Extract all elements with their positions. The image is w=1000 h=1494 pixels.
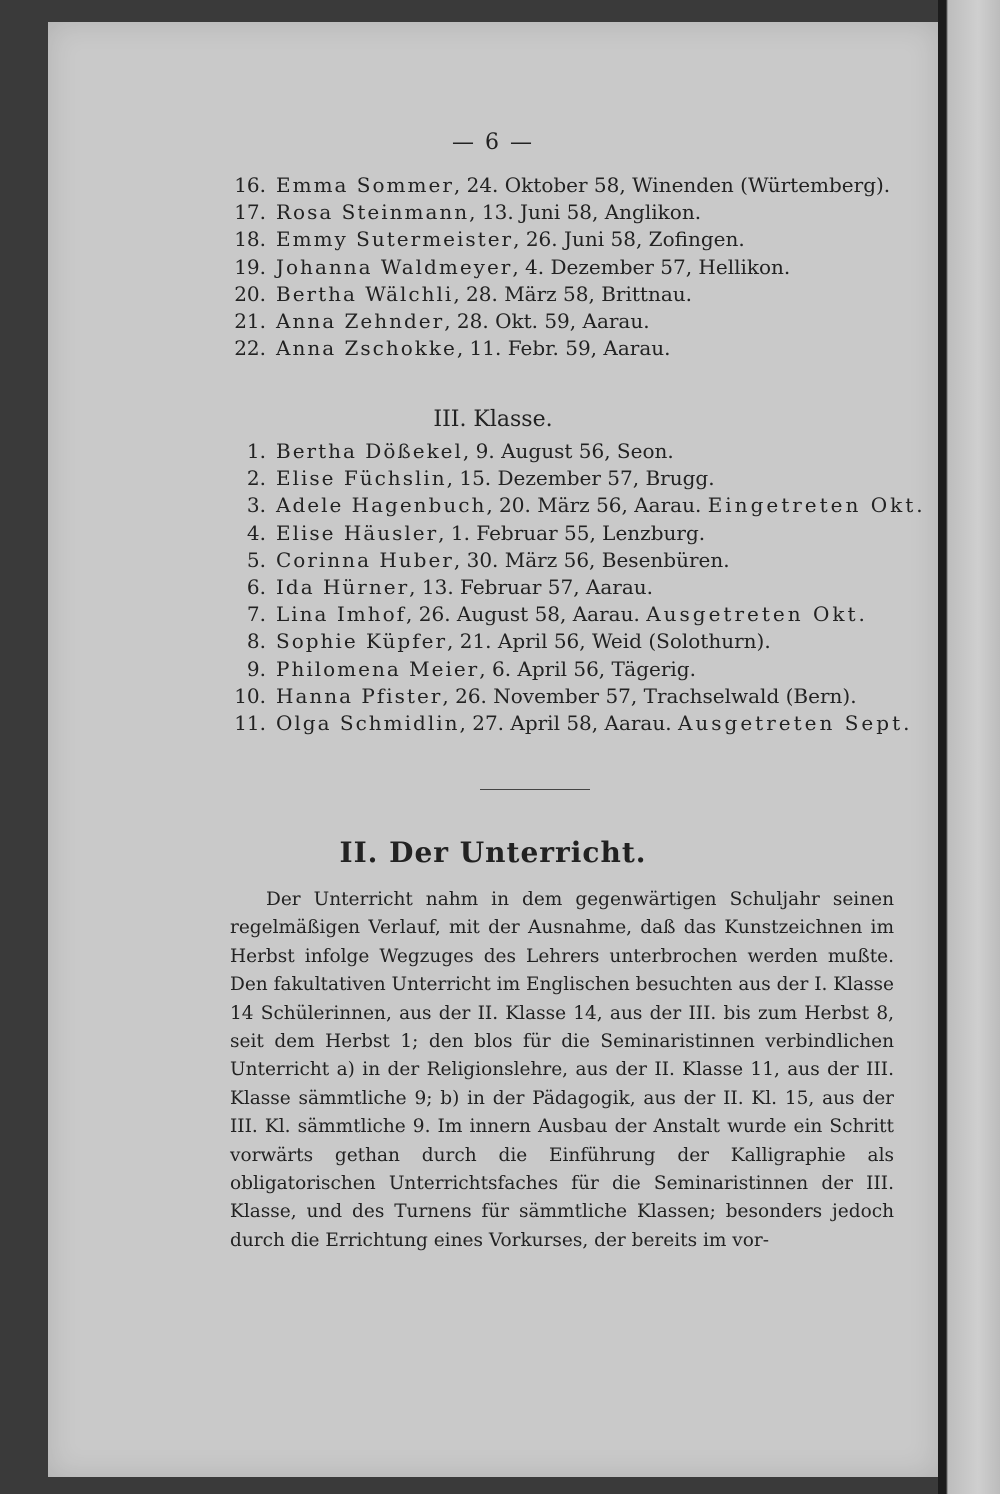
page-number: — 6 —: [452, 130, 534, 155]
list-item: 18. Emmy Sutermeister, 26. Juni 58, Zofingen.: [234, 227, 745, 252]
list-item: 16. Emma Sommer, 24. Oktober 58, Winenden (Würtemberg).: [234, 173, 891, 197]
enrollment-note: Eingetreten Okt.: [707, 493, 926, 518]
book-page: [48, 22, 938, 1477]
list-item: 7. Lina Imhof, 26. August 58, Aarau. Ausgetreten Okt.: [246, 602, 868, 627]
list-item: 5. Corinna Huber, 30. März 56, Besenbüren.: [246, 547, 730, 572]
list-item: 22. Anna Zschokke, 11. Febr. 59, Aarau.: [234, 336, 671, 361]
section-divider: [480, 789, 590, 790]
list-item: 1. Bertha Dößekel, 9. August 56, Seon.: [246, 439, 674, 463]
list-item: 11. Olga Schmidlin, 27. April 58, Aarau. Ausgetreten Sept.: [234, 710, 913, 735]
list-item: 17. Rosa Steinmann, 13. Juni 58, Anglikon.: [234, 200, 702, 225]
list-item: 9. Philomena Meier, 6. April 56, Tägerig.: [246, 656, 696, 681]
student-list-continued: [218, 172, 890, 362]
next-page-edge: [938, 0, 1000, 1494]
list-item: 6. Ida Hürner, 13. Februar 57, Aarau.: [246, 574, 653, 599]
paragraph: Der Unterricht nahm in dem gegenwärtigen Schuljahr seinen regelmäßigen Verlauf, mit der Ausnahme, daß das Kunstzeichnen im Herbst infolge Wegzuges des Lehrers unterbrochen werden mußte. Den fakultativen Unterricht im Englischen besuchten aus der I. Klasse 14 Schülerinnen, aus der II. Klasse 14, aus der III. bis zum Herbst 8, seit dem Herbst 1; den blos für die Seminaristinnen verbindlichen Unterricht a) in der Religionslehre, aus der II. Klasse 11, aus der III. Klasse sämmtliche 9; b) in der Pädagogik, aus der II. Kl. 15, aus der III. Kl. sämmtliche 9. Im innern Ausbau der Anstalt wurde ein Schritt vorwärts gethan durch die Einführung der Kalligraphie als obligatorischen Unterrichtsfaches für die Seminaristinnen der III. Klasse, und des Turnens für sämmtliche Klassen; besonders jedoch durch die Errichtung eines Vorkurses, der bereits im vor-: [230, 889, 894, 1251]
list-item: 21. Anna Zehnder, 28. Okt. 59, Aarau.: [234, 308, 650, 333]
class-heading: III. Klasse.: [433, 407, 553, 432]
list-item: 3. Adele Hagenbuch, 20. März 56, Aarau. Eingetreten Okt.: [246, 493, 926, 518]
section-heading: II. Der Unterricht.: [339, 836, 647, 869]
list-item: 4. Elise Häusler, 1. Februar 55, Lenzburg.: [246, 520, 706, 545]
withdrawal-note: Ausgetreten Okt.: [646, 602, 868, 627]
list-item: 10. Hanna Pfister, 26. November 57, Trachselwald (Bern).: [234, 683, 857, 708]
withdrawal-note: Ausgetreten Sept.: [677, 710, 913, 735]
list-item: 2. Elise Füchslin, 15. Dezember 57, Brugg.: [246, 466, 715, 491]
list-item: 19. Johanna Waldmeyer, 4. Dezember 57, Hellikon.: [234, 254, 791, 279]
list-item: 20. Bertha Wälchli, 28. März 58, Brittnau.: [234, 281, 692, 306]
body-text: [230, 886, 894, 1255]
list-item: 8. Sophie Küpfer, 21. April 56, Weid (Solothurn).: [246, 629, 771, 654]
student-list-class-3: [218, 438, 926, 737]
